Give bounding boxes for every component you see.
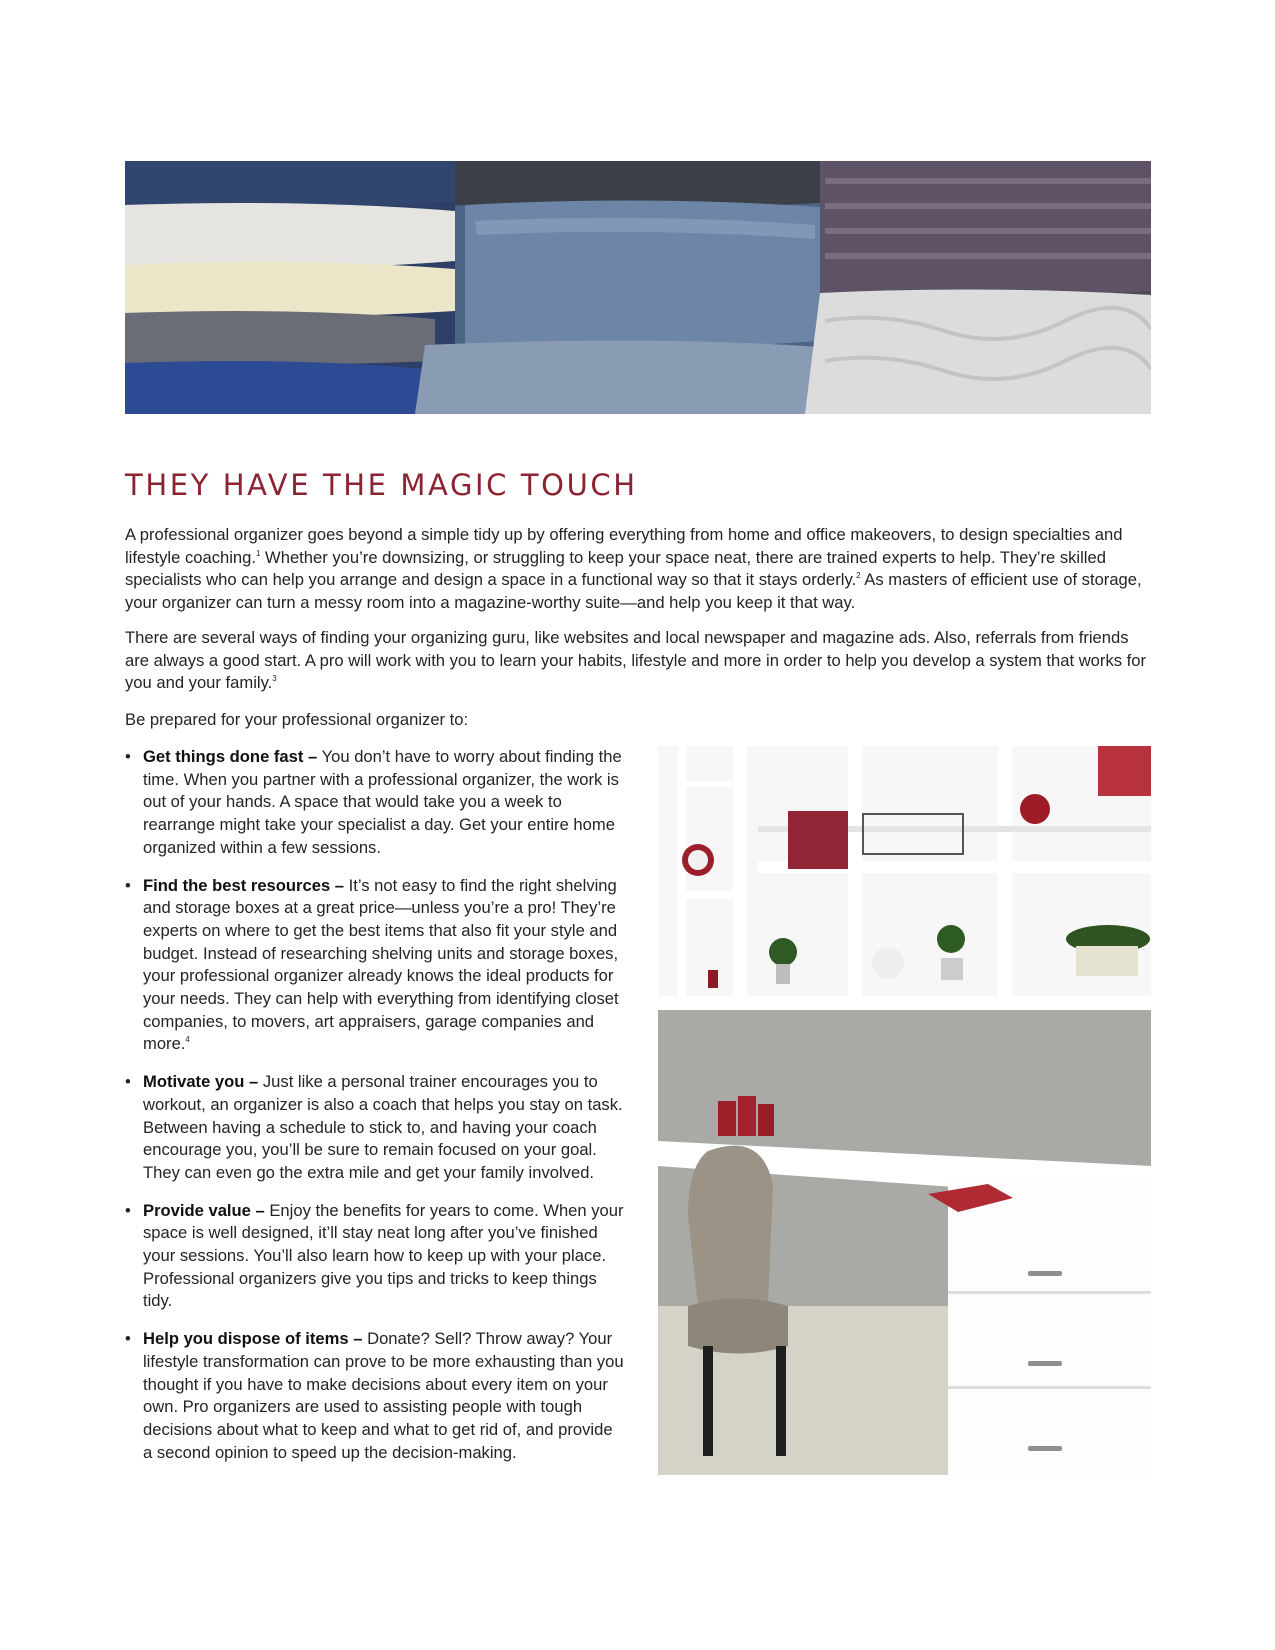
item-title: Help you dispose of items –: [143, 1329, 363, 1349]
bullet-icon: •: [125, 1072, 131, 1092]
benefits-list: [125, 746, 625, 1479]
bullet-icon: •: [125, 747, 131, 766]
list-item: [125, 1071, 625, 1185]
item-text: Donate? Sell? Throw away? Your lifestyle transformation can prove to be more exhausting than you thought if you have to make decisions about every item on your own. Pro organizers are used to assisting people with tough decisions about what to keep and what to get rid of, and provide a second opinion to speed up the decision-making.: [143, 1329, 624, 1462]
home-office-illustration: [658, 746, 1151, 1475]
item-title: Get things done fast –: [143, 747, 318, 766]
item-text: Enjoy the benefits for years to come. When your space is well designed, it’ll stay neat long after you’ve finished your sessions. You’ll also learn how to keep up with your place. Professional organizers give you tips and tricks to keep things tidy.: [143, 1200, 624, 1311]
footnote-ref: 1: [255, 548, 261, 558]
footnote-ref: 3: [272, 674, 277, 684]
folded-clothes-photo: [125, 161, 1151, 414]
prepared-paragraph: Be prepared for your professional organizer to:: [125, 710, 469, 729]
section-heading: THEY HAVE THE MAGIC TOUCH: [125, 468, 638, 502]
item-text: Just like a personal trainer encourages you to workout, an organizer is also a coach that helps you stay on task. Between having a schedule to stick to, and having your coach encourage you, you’ll be sure to remain focused on your goal. They can even go the extra mile and get your family involved.: [143, 1072, 623, 1182]
bullet-icon: •: [125, 875, 131, 895]
finding-paragraph: There are several ways of finding your organizing guru, like websites and local newspaper and magazine ads. Also, referrals from friends are always a good start. A pro will work with you to learn your habits, lifestyle and more in order to help you develop a system that works for you and your family.$^3$: [125, 628, 1147, 693]
footnote-ref: 4: [185, 1035, 190, 1045]
bullet-icon: •: [125, 1329, 131, 1349]
item-title: Motivate you –: [143, 1072, 259, 1092]
item-title: Find the best resources –: [143, 875, 345, 895]
intro-paragraph: A professional organizer goes beyond a simple tidy up by offering everything from home and office makeovers, to design specialties and lifestyle coaching.$^1$ Whether you’re downsizing, or struggling to keep your space neat, there are trained experts to help. They’re skilled specialists who can help you arrange and design a space in a functional way so that it stays orderly.$^2$ As masters of efficient use of storage, your organizer can turn a messy room into a magazine-worthy suite—and help you keep it that way.: [125, 525, 1142, 613]
folded-clothes-illustration: [125, 161, 1151, 414]
home-office-photo: [658, 746, 1151, 1475]
list-item: [125, 875, 625, 1057]
list-item: [125, 1328, 625, 1464]
list-item: [125, 746, 625, 860]
item-text: It’s not easy to find the right shelving and storage boxes at a great price—unless you’re a pro! They’re experts on where to get the best items that also fit your style and budget. Instead of researching shelving units and storage boxes, your professional organizer already knows the ideal products for your needs. They can help with everything from identifying closet companies, to movers, art appraisers, garage companies and more.: [143, 875, 619, 1054]
bullet-icon: •: [125, 1200, 131, 1220]
item-title: Provide value –: [143, 1200, 265, 1220]
list-item: [125, 1200, 625, 1314]
footnote-ref: 2: [856, 571, 861, 581]
item-text: You don’t have to worry about finding the time. When you partner with a professional organizer, the work is out of your hands. A space that would take you a week to rearrange might take your specialist a day. Get your entire home organized within a few sessions.: [143, 747, 622, 857]
